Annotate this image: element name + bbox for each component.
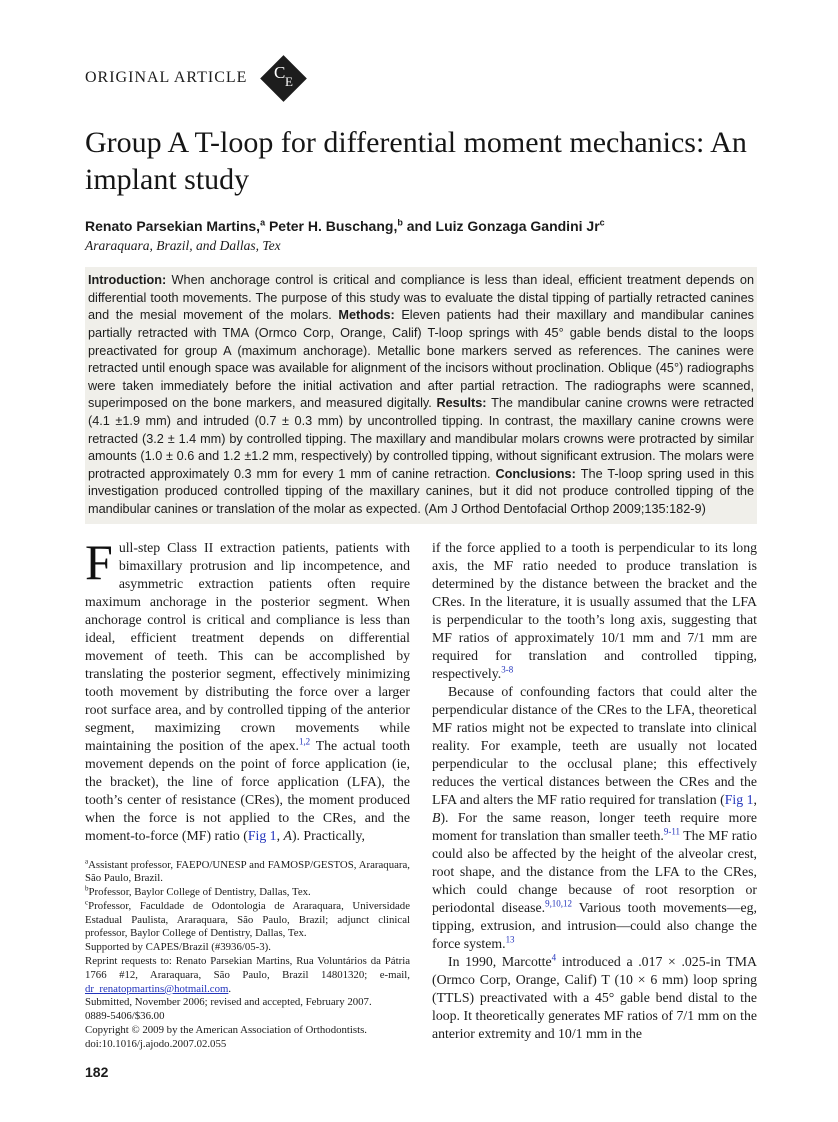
ce-logo-letter-c: C: [274, 62, 286, 82]
footnote-support: Supported by CAPES/Brazil (#3936/05-3).: [85, 941, 271, 954]
inline-link[interactable]: Fig 1: [247, 827, 277, 843]
footnotes-block: [85, 856, 410, 1052]
citation-link[interactable]: 1,2: [298, 735, 311, 746]
article-title: Group A T-loop for differential moment mechanics: An implant study: [85, 126, 747, 196]
body-columns: [85, 533, 757, 1052]
drop-cap: F: [85, 533, 113, 590]
ce-logo-letter-e: E: [285, 73, 294, 89]
body-paragraph-1: if the force applied to a tooth is perpendicular to its long axis, the MF ratio needed to produce translation is determined by the distance between the bracket and the CRes. In the literature, it is usually assumed that the LFA is perpendicular to the tooth’s long axis, suggesting that MF ratios of approximately 10/1 mm and 7/1 mm are required for translation and controlled tipping, respectively.$^{3-8}$: [432, 539, 757, 681]
body-paragraph-3: In 1990, Marcotte$^4$ introduced a .017 × .025-in TMA (Ormco Corp, Orange, Calif) T (10 × 6 mm) loop spring (TTLS) preactivated with a 45° gable bend distal to the loop. It theoretically generates MF ratios of 7/1 mm on the anterior extremity and 10/1 mm in the: [432, 951, 757, 1041]
body-paragraph-2: Because of confounding factors that could alter the perpendicular distance of the CRes to the LFA, theoretical MF ratios might not be expected to translate into clinical reality. For example, teeth are usually not located perpendicular to the occlusal plane; this effectively reduces the vertical distances between the CRes and the LFA and alters the MF ratio required for translation (Fig 1, B). For the same reason, longer teeth require more moment for translation than smaller teeth.$^{9-11}$ The MF ratio could also be affected by the height of the alveolar crest, root shape, and the distance from the LFA to the CRes, which could change because of root resorption or periodontal disease.$^{9,10,12}$ Various tooth movements—eg, tipping, extrusion, and intrusion—could also change the force system.$^{13}$: [432, 683, 757, 951]
inline-link[interactable]: dr_renatopmartins@hotmail.com: [85, 982, 229, 995]
abstract-text: Introduction: When anchorage control is critical and compliance is less than ideal, efficient treatment depends on differential tooth movements. The purpose of this study was to evaluate the distal tipping of partially retracted canines and the mesial movement of the molars. Methods: Eleven patients had their maxillary and mandibular canines partially retracted with TMA (Ormco Corp, Orange, Calif) T-loop springs with 45° gable bends distal to the loops preactivated for group A (maximum anchorage). Metallic bone markers served as references. The canines were retracted until enough space was available for alignment of the incisors without proclination. Oblique (45°) radiographs were taken immediately before the initial activation and after partial retraction. The radiographs were scanned, superimposed on the bone markers, and measured digitally. Results: The mandibular canine crowns were retracted (4.1 ±1.9 mm) and intruded (0.7 ± 0.3 mm) by uncontrolled tipping. In contrast, the maxillary canine crowns were retracted (3.2 ± 1.4 mm) by controlled tipping. The maxillary and mandibular molars crowns were protracted by similar amounts (1.0 ± 0.6 and 1.2 ±1.2 mm, respectively) by controlled tipping, without significant extrusion. The molars were protracted approximately 0.3 mm for every 1 mm of canine retraction. Conclusions: The T-loop spring used in this investigation produced controlled tipping of the maxillary canines, but it did not produce controlled tipping of the mandibular canines or translation of the molar as expected. (Am J Orthod Dentofacial Orthop 2009;135:182-9): [88, 273, 755, 516]
right-column: [432, 539, 757, 1052]
abstract-block: [85, 267, 757, 523]
left-column: [85, 533, 410, 1052]
citation-link[interactable]: 4: [551, 951, 557, 962]
footnote-reprint-requests: Reprint requests to: Renato Parsekian Martins, Rua Voluntários da Pátria 1766 #12, Araraquara, São Paulo, Brazil 14801320; e-mail, dr_renatopmartins@hotmail.com.: [85, 955, 410, 995]
article-type-label: ORIGINAL ARTICLE: [85, 69, 248, 86]
ce-logo: [261, 55, 308, 102]
footnote-copyright: Copyright © 2009 by the American Association of Orthodontists.: [85, 1024, 367, 1037]
footnote-affiliation-c: $^c$Professor, Faculdade de Odontologia de Araraquara, Universidade Estadual Paulista, Araraquara, São Paulo, Brazil; adjunct clinical professor, Baylor College of Dentistry, Dallas, Tex.: [85, 898, 410, 940]
page-number: 182: [85, 1064, 109, 1080]
citation-link[interactable]: 9-11: [663, 825, 680, 836]
article-header-row: [85, 55, 757, 101]
citation-link[interactable]: 9,10,12: [545, 897, 572, 908]
citation-link[interactable]: 13: [505, 933, 515, 944]
authors-line: Renato Parsekian Martins,$^a$ Peter H. Buschang,$^b$ and Luiz Gonzaga Gandini Jr$^c$: [85, 217, 605, 235]
footnote-doi: doi:10.1016/j.ajodo.2007.02.055: [85, 1037, 227, 1050]
footnote-affiliation-b: $^b$Professor, Baylor College of Dentistry, Dallas, Tex.: [85, 884, 311, 899]
footnote-issn-price: 0889-5406/$36.00: [85, 1010, 165, 1023]
footnote-submission-dates: Submitted, November 2006; revised and accepted, February 2007.: [85, 996, 372, 1009]
footnote-affiliation-a: $^a$Assistant professor, FAEPO/UNESP and FAMOSP/GESTOS, Araraquara, São Paulo, Brazil.: [85, 856, 410, 885]
affiliation-location: Araraquara, Brazil, and Dallas, Tex: [85, 238, 281, 254]
ce-logo-inner: [267, 62, 300, 95]
inline-link[interactable]: Fig 1: [724, 791, 754, 807]
intro-paragraph-text: ull-step Class II extraction patients, patients with bimaxillary protrusion and lip incompetence, and asymmetric extraction patients often require maximum anchorage in the posterior segment. When anchorage control is critical and compliance is less than ideal, efficient treatment depends on differential movement of teeth. This can be accomplished by translating the posterior segment, effectively minimizing tooth movement by distributing the force over a larger root surface area, and by controlled tipping of the anterior segment, maximizing crown movements while maintaining the position of the apex.$^{1,2}$ The actual tooth movement depends on the point of force application (ie, the bracket), the line of force application (LFA), the tooth’s center of resistance (CRes), the moment produced when the force is not applied to the CRes, and the moment-to-force (MF) ratio (Fig 1, A). Practically,: [85, 539, 410, 843]
citation-link[interactable]: 3-8: [501, 663, 514, 674]
intro-paragraph: [85, 533, 410, 845]
